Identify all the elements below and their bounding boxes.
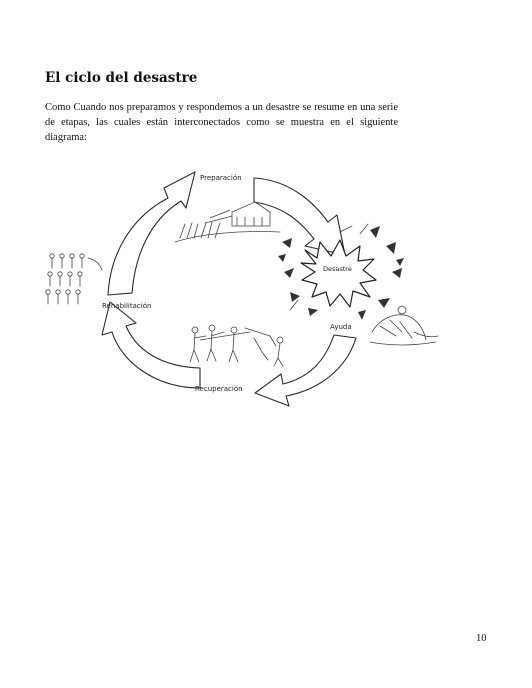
stage-label-recovery: Recuperación <box>195 385 243 393</box>
page-number: 10 <box>476 633 487 644</box>
rehabilitation-sketch-icon <box>46 254 102 304</box>
cycle-arrow-preparation-to-disaster <box>254 178 345 255</box>
cycle-arrow-recovery-to-rehabilitation <box>102 302 200 388</box>
intro-paragraph: Como Cuando nos preparamos y respondemos a un desastre se resume en una serie de etapas, las cuales están interconectados como se muestra en el siguiente diagrama: <box>45 102 398 143</box>
section-heading: El ciclo del desastre <box>45 70 198 86</box>
stage-label-disaster: Desastre <box>323 265 352 273</box>
recovery-sketch-icon <box>190 325 283 366</box>
disaster-cycle-diagram <box>40 160 470 430</box>
stage-label-rehabilitation: Rehabilitación <box>102 302 152 310</box>
preparation-sketch-icon <box>175 202 280 242</box>
stage-label-preparation: Preparación <box>200 174 242 182</box>
cycle-arrow-aid-to-recovery <box>255 335 356 406</box>
aid-sketch-icon <box>370 306 438 345</box>
stage-label-aid: Ayuda <box>330 323 352 331</box>
